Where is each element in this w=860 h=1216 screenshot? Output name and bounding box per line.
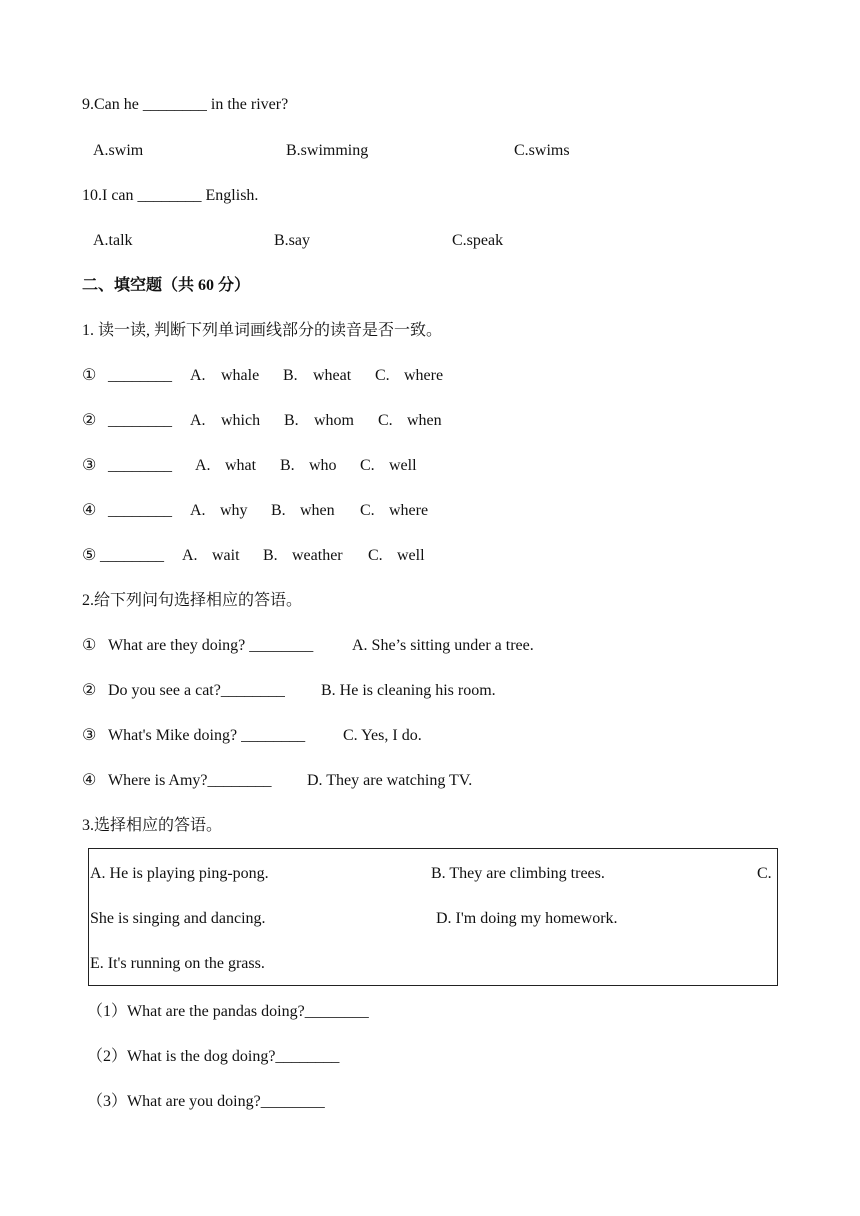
answer-blank: ________ [100, 547, 164, 564]
question-text: What are they doing? ________ [108, 637, 314, 654]
option-c-label: C. [378, 412, 393, 429]
fill-1-prompt: 1. 读一读, 判断下列单词画线部分的读音是否一致。 [82, 322, 443, 339]
row-number: ④ [82, 502, 97, 519]
option-c-word: well [389, 457, 417, 474]
question-10-option-a: A.talk [93, 232, 133, 249]
fill-3-question-2: （2）What is the dog doing?________ [87, 1048, 340, 1065]
option-a-label: A. [195, 457, 211, 474]
option-b-label: B. [280, 457, 295, 474]
option-b-label: B. [263, 547, 278, 564]
answer-blank: ________ [108, 502, 172, 519]
answer-option: B. He is cleaning his room. [321, 682, 496, 699]
option-b-word: wheat [313, 367, 352, 384]
option-c-word: where [404, 367, 444, 384]
option-a-word: why [220, 502, 248, 519]
answer-option: D. They are watching TV. [307, 772, 473, 789]
question-10-option-c: C.speak [452, 232, 504, 249]
section-2-title: 二、填空题（共 60 分） [82, 277, 251, 294]
answer-blank: ________ [108, 457, 172, 474]
option-a-word: wait [212, 547, 240, 564]
answer-blank: ________ [108, 367, 172, 384]
question-9-option-b: B.swimming [286, 142, 369, 159]
option-a-label: A. [190, 412, 206, 429]
option-b-word: who [309, 457, 337, 474]
option-a-label: A. [190, 502, 206, 519]
option-b-word: weather [292, 547, 343, 564]
row-number: ⑤ [82, 547, 97, 564]
row-number: ② [82, 412, 97, 429]
row-number: ③ [82, 727, 97, 744]
option-b-label: B. [284, 412, 299, 429]
box-option-c-label: C. [757, 865, 772, 882]
option-c-label: C. [375, 367, 390, 384]
question-9-option-a: A.swim [93, 142, 144, 159]
option-b-word: when [300, 502, 335, 519]
row-number: ③ [82, 457, 97, 474]
answer-options-box [88, 848, 778, 986]
row-number: ① [82, 367, 97, 384]
option-a-word: whale [221, 367, 260, 384]
question-9-stem: 9.Can he ________ in the river? [82, 96, 289, 113]
answer-blank: ________ [108, 412, 172, 429]
fill-3-question-3: （3）What are you doing?________ [87, 1093, 325, 1110]
answer-option: C. Yes, I do. [343, 727, 422, 744]
option-a-word: what [225, 457, 257, 474]
question-text: What's Mike doing? ________ [108, 727, 306, 744]
row-number: ② [82, 682, 97, 699]
question-10-stem: 10.I can ________ English. [82, 187, 259, 204]
row-number: ④ [82, 772, 97, 789]
option-c-label: C. [360, 502, 375, 519]
question-9-option-c: C.swims [514, 142, 570, 159]
option-a-label: A. [182, 547, 198, 564]
question-text: Do you see a cat?________ [108, 682, 285, 699]
box-option-b: B. They are climbing trees. [431, 865, 605, 882]
question-text: Where is Amy?________ [108, 772, 272, 789]
option-c-word: when [407, 412, 442, 429]
option-a-label: A. [190, 367, 206, 384]
option-c-word: well [397, 547, 425, 564]
fill-3-prompt: 3.选择相应的答语。 [82, 817, 223, 834]
box-option-a: A. He is playing ping-pong. [90, 865, 269, 882]
option-c-label: C. [368, 547, 383, 564]
question-10-option-b: B.say [274, 232, 310, 249]
option-b-word: whom [314, 412, 354, 429]
answer-option: A. She’s sitting under a tree. [352, 637, 534, 654]
box-option-c-text: She is singing and dancing. [90, 910, 266, 927]
fill-2-prompt: 2.给下列问句选择相应的答语。 [82, 592, 303, 609]
option-c-word: where [389, 502, 429, 519]
option-c-label: C. [360, 457, 375, 474]
row-number: ① [82, 637, 97, 654]
option-b-label: B. [271, 502, 286, 519]
box-option-d: D. I'm doing my homework. [436, 910, 618, 927]
box-option-e: E. It's running on the grass. [90, 955, 265, 972]
option-b-label: B. [283, 367, 298, 384]
fill-3-question-1: （1）What are the pandas doing?________ [87, 1003, 369, 1020]
option-a-word: which [221, 412, 261, 429]
